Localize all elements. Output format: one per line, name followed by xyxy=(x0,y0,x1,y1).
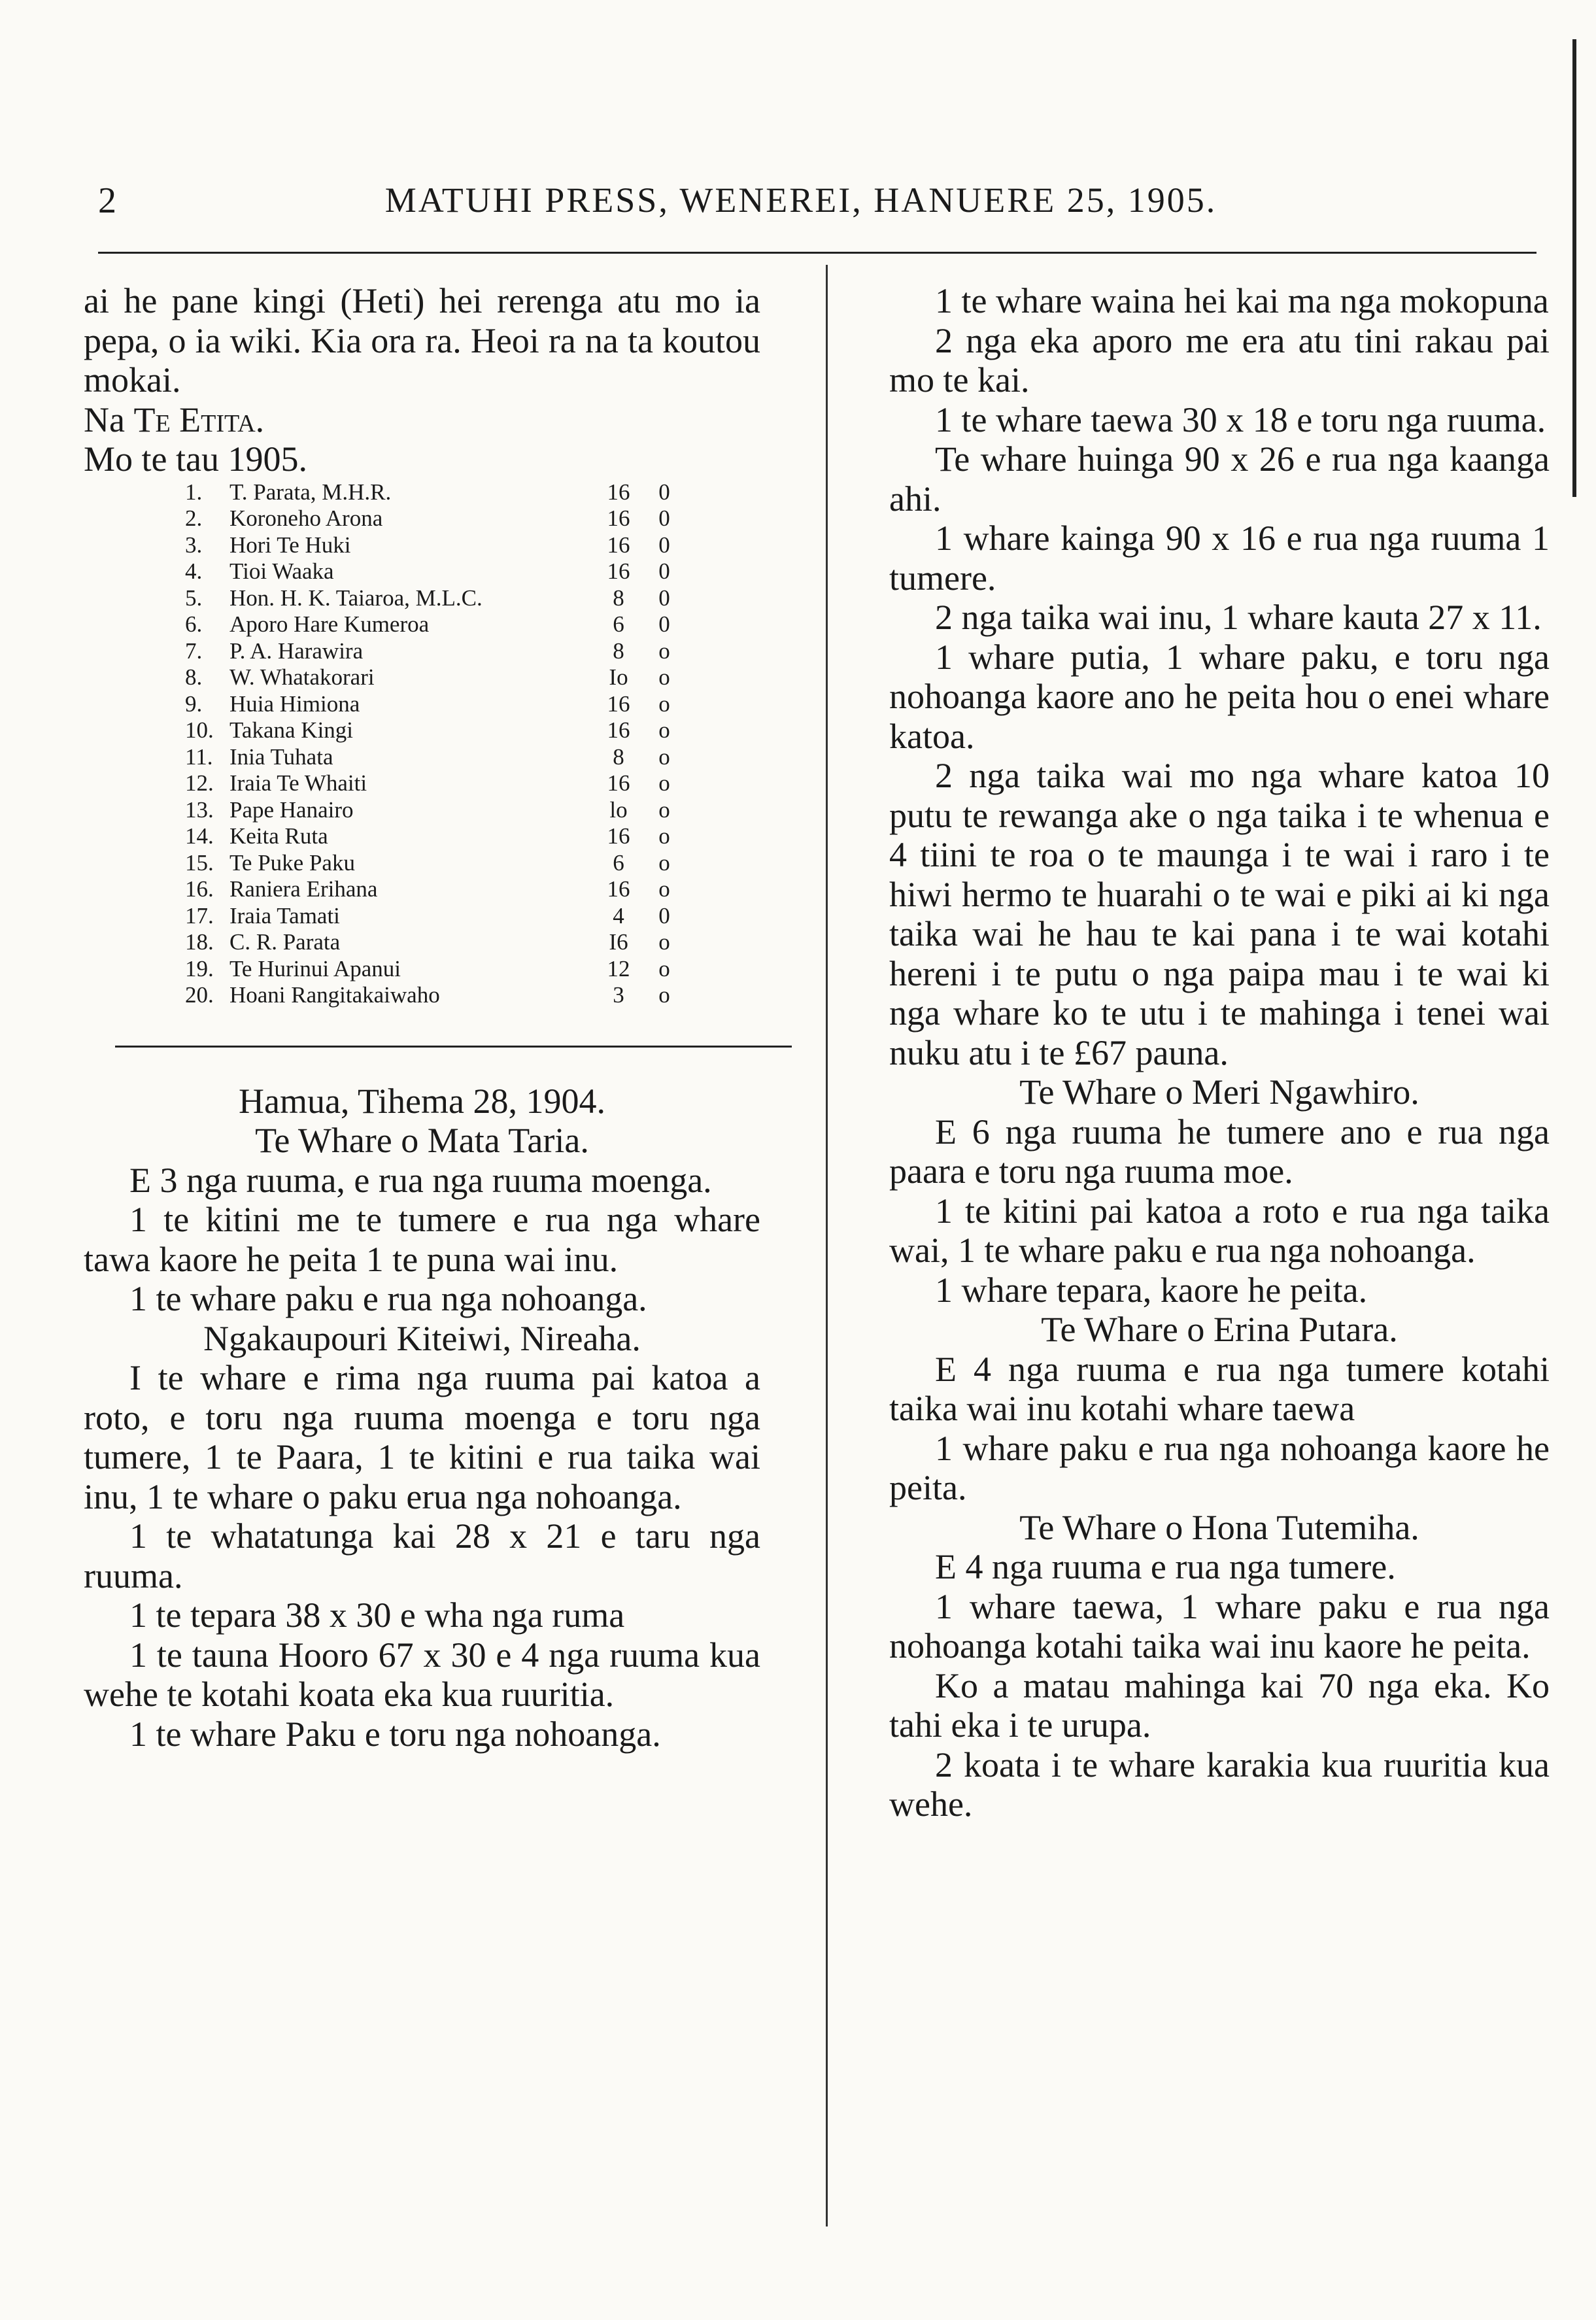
list-row xyxy=(185,611,684,638)
list-row xyxy=(185,929,684,956)
list-number: 14. xyxy=(185,823,214,849)
list-value-shillings: 16 xyxy=(607,770,630,796)
list-value-shillings: 16 xyxy=(607,558,630,584)
paragraph: 1 te whare Paku e toru nga nohoanga. xyxy=(129,1714,661,1754)
list-value-shillings: 16 xyxy=(607,691,630,717)
list-row xyxy=(185,876,684,903)
list-name: P. A. Harawira xyxy=(229,638,364,664)
paragraph: 1 te whare taewa 30 x 18 e toru nga ruuma. xyxy=(935,400,1546,439)
signature-te: Te xyxy=(133,400,171,439)
paragraph: 2 nga taika wai inu, 1 whare kauta 27 x 11. xyxy=(935,598,1542,637)
list-row xyxy=(185,823,684,850)
list-name: Inia Tuhata xyxy=(229,743,333,770)
subscriber-list xyxy=(185,479,684,1009)
list-name: Iraia Te Whaiti xyxy=(229,770,367,796)
list-number: 7. xyxy=(185,638,203,664)
list-number: 8. xyxy=(185,664,203,690)
paragraph: I te whare e rima nga ruuma pai katoa a roto, e toru nga ruuma moenga e toru nga tumere, 1 te Paara, 1 te kitini e rua taika wai inu, 1 te whare o paku erua nga nohoanga. xyxy=(84,1358,760,1516)
list-value-shillings: 16 xyxy=(607,717,630,743)
year-heading: Mo te tau 1905. xyxy=(84,439,307,479)
list-value-pence: o xyxy=(658,823,670,849)
list-value-shillings: 8 xyxy=(613,743,624,770)
header-rule xyxy=(98,252,1537,254)
list-row xyxy=(185,717,684,744)
list-row xyxy=(185,982,684,1009)
list-value-shillings: 8 xyxy=(613,638,624,664)
list-value-shillings: 8 xyxy=(613,585,624,611)
list-value-pence: 0 xyxy=(658,902,670,929)
section-title-erina-putara: Te Whare o Erina Putara. xyxy=(1041,1310,1398,1349)
paragraph: E 3 nga ruuma, e rua nga ruuma moenga. xyxy=(129,1160,712,1200)
list-number: 13. xyxy=(185,796,214,823)
list-name: Tioi Waaka xyxy=(229,558,334,584)
paragraph: E 6 nga ruuma he tumere ano e rua nga paara e toru nga ruuma moe. xyxy=(889,1112,1550,1191)
section-title-meri-ngawhiro: Te Whare o Meri Ngawhiro. xyxy=(1019,1072,1419,1112)
list-number: 2. xyxy=(185,505,203,531)
list-value-shillings: 12 xyxy=(607,955,630,981)
list-name: Te Hurinui Apanui xyxy=(229,955,401,981)
paragraph: E 4 nga ruuma e rua nga tumere. xyxy=(935,1547,1396,1586)
list-value-pence: o xyxy=(658,876,670,902)
paragraph: 1 te kitini pai katoa a roto e rua nga taika wai, 1 te whare paku e rua nga nohoanga. xyxy=(889,1191,1550,1270)
left-column xyxy=(84,281,760,1754)
list-name: Takana Kingi xyxy=(229,717,354,743)
signature-etita: Etita. xyxy=(179,400,265,439)
right-column xyxy=(889,281,1550,1824)
list-name: Hori Te Huki xyxy=(229,532,351,558)
paragraph: 2 nga eka aporo me era atu tini rakau pai mo te kai. xyxy=(889,320,1550,400)
list-row xyxy=(185,956,684,983)
list-number: 15. xyxy=(185,849,214,876)
section-separator xyxy=(115,1046,792,1048)
list-name: Iraia Tamati xyxy=(229,902,340,929)
section-title-ngakaupouri: Ngakaupouri Kiteiwi, Nireaha. xyxy=(203,1318,641,1358)
list-row xyxy=(185,664,684,691)
dateline: Hamua, Tihema 28, 1904. xyxy=(239,1081,605,1121)
list-value-pence: o xyxy=(658,717,670,743)
list-value-pence: o xyxy=(658,664,670,690)
list-value-pence: o xyxy=(658,796,670,823)
list-row xyxy=(185,505,684,532)
list-name: Pape Hanairo xyxy=(229,796,354,823)
section-title-mata-taria: Te Whare o Mata Taria. xyxy=(255,1121,589,1160)
list-value-shillings: 16 xyxy=(607,876,630,902)
list-number: 18. xyxy=(185,929,214,955)
list-row xyxy=(185,744,684,771)
list-value-pence: o xyxy=(658,955,670,981)
list-value-shillings: lo xyxy=(609,796,628,823)
paragraph: E 4 nga ruuma e rua nga tumere kotahi taika wai inu kotahi whare taewa xyxy=(889,1349,1550,1428)
paragraph: 2 nga taika wai mo nga whare katoa 10 putu te rewanga ake o nga taika i te whenua e 4 tiini te roa o te maunga i te wai i raro i te hiwi hermo te huarahi o te wai e piki ai ki nga taika wai he hau te kai pana i te wai kotahi hereni i te putu o nga paipa mau i te wai ki nga whare ko te utu i te mahinga i tenei wai nuku atu i te £67 pauna. xyxy=(889,756,1550,1072)
list-value-pence: 0 xyxy=(658,611,670,637)
list-value-pence: o xyxy=(658,770,670,796)
list-number: 11. xyxy=(185,743,213,770)
list-value-pence: o xyxy=(658,691,670,717)
list-number: 9. xyxy=(185,691,203,717)
list-number: 1. xyxy=(185,479,203,505)
list-value-pence: 0 xyxy=(658,532,670,558)
list-value-pence: o xyxy=(658,743,670,770)
list-value-pence: 0 xyxy=(658,558,670,584)
list-name: Te Puke Paku xyxy=(229,849,355,876)
list-value-pence: 0 xyxy=(658,505,670,531)
list-value-shillings: I6 xyxy=(609,929,628,955)
paragraph: 1 te tepara 38 x 30 e wha nga ruma xyxy=(129,1595,625,1635)
list-number: 5. xyxy=(185,585,203,611)
paragraph: 1 te whatatunga kai 28 x 21 e taru nga ruuma. xyxy=(84,1516,760,1595)
list-name: Hoani Rangitakaiwaho xyxy=(229,982,440,1008)
list-value-pence: o xyxy=(658,929,670,955)
list-name: Keita Ruta xyxy=(229,823,328,849)
list-name: C. R. Parata xyxy=(229,929,341,955)
list-number: 19. xyxy=(185,955,214,981)
list-value-pence: 0 xyxy=(658,585,670,611)
list-row xyxy=(185,770,684,797)
paragraph: 1 te whare waina hei kai ma nga mokopuna xyxy=(935,281,1549,320)
list-row xyxy=(185,850,684,877)
list-number: 12. xyxy=(185,770,214,796)
list-value-pence: o xyxy=(658,638,670,664)
list-name: T. Parata, M.H.R. xyxy=(229,479,392,505)
list-value-shillings: 16 xyxy=(607,479,630,505)
list-row xyxy=(185,558,684,585)
page-edge-mark xyxy=(1572,39,1576,497)
paragraph: 1 whare putia, 1 whare paku, e toru nga nohoanga kaore ano he peita hou o enei whare katoa. xyxy=(889,637,1550,756)
list-row xyxy=(185,797,684,824)
list-value-shillings: 3 xyxy=(613,982,624,1008)
paragraph: 1 te kitini me te tumere e rua nga whare tawa kaore he peita 1 te puna wai inu. xyxy=(84,1200,760,1279)
list-name: Raniera Erihana xyxy=(229,876,378,902)
list-number: 17. xyxy=(185,902,214,929)
section-title-hona-tutemiha: Te Whare o Hona Tutemiha. xyxy=(1019,1507,1419,1547)
list-name: Koroneho Arona xyxy=(229,505,383,531)
list-name: Aporo Hare Kumeroa xyxy=(229,611,430,637)
list-number: 10. xyxy=(185,717,214,743)
paragraph: 1 whare taewa, 1 whare paku e rua nga nohoanga kotahi taika wai inu kaore he peita. xyxy=(889,1586,1550,1665)
page-number: 2 xyxy=(98,180,116,221)
list-value-shillings: 16 xyxy=(607,532,630,558)
list-name: W. Whatakorari xyxy=(229,664,375,690)
paragraph: 1 whare paku e rua nga nohoanga kaore he peita. xyxy=(889,1428,1550,1507)
list-value-shillings: 4 xyxy=(613,902,624,929)
list-value-shillings: 6 xyxy=(613,849,624,876)
masthead-title: MATUHI PRESS, WENEREI, HANUERE 25, 1905. xyxy=(384,180,1217,220)
list-value-shillings: 16 xyxy=(607,823,630,849)
list-row xyxy=(185,585,684,612)
list-row xyxy=(185,903,684,930)
list-row xyxy=(185,479,684,506)
paragraph: 1 whare tepara, kaore he peita. xyxy=(935,1270,1368,1310)
editor-signature xyxy=(84,400,760,440)
list-row xyxy=(185,691,684,718)
list-row xyxy=(185,532,684,559)
list-name: Hon. H. K. Taiaroa, M.L.C. xyxy=(229,585,483,611)
list-value-shillings: 6 xyxy=(613,611,624,637)
list-name: Huia Himiona xyxy=(229,691,360,717)
intro-paragraph: ai he pane kingi (Heti) hei rerenga atu mo ia pepa, o ia wiki. Kia ora ra. Heoi ra na ta koutou mokai. xyxy=(84,281,760,400)
paragraph: Ko a matau mahinga kai 70 nga eka. Ko tahi eka i te urupa. xyxy=(889,1665,1550,1745)
list-number: 6. xyxy=(185,611,203,637)
paragraph: 1 whare kainga 90 x 16 e rua nga ruuma 1 tumere. xyxy=(889,519,1550,598)
list-value-pence: o xyxy=(658,982,670,1008)
column-divider xyxy=(826,265,828,2226)
list-value-shillings: 16 xyxy=(607,505,630,531)
list-value-pence: 0 xyxy=(658,479,670,505)
paragraph: 1 te tauna Hooro 67 x 30 e 4 nga ruuma kua wehe te kotahi koata eka kua ruuritia. xyxy=(84,1635,760,1714)
list-number: 4. xyxy=(185,558,203,584)
list-value-pence: o xyxy=(658,849,670,876)
list-number: 3. xyxy=(185,532,203,558)
paragraph: Te whare huinga 90 x 26 e rua nga kaanga ahi. xyxy=(889,439,1550,519)
signature-na: Na xyxy=(84,400,125,439)
paragraph: 1 te whare paku e rua nga nohoanga. xyxy=(129,1279,647,1318)
list-number: 16. xyxy=(185,876,214,902)
page-header xyxy=(98,173,1504,226)
list-number: 20. xyxy=(185,982,214,1008)
list-row xyxy=(185,638,684,665)
list-value-shillings: Io xyxy=(609,664,628,690)
paragraph: 2 koata i te whare karakia kua ruuritia kua wehe. xyxy=(889,1745,1550,1824)
